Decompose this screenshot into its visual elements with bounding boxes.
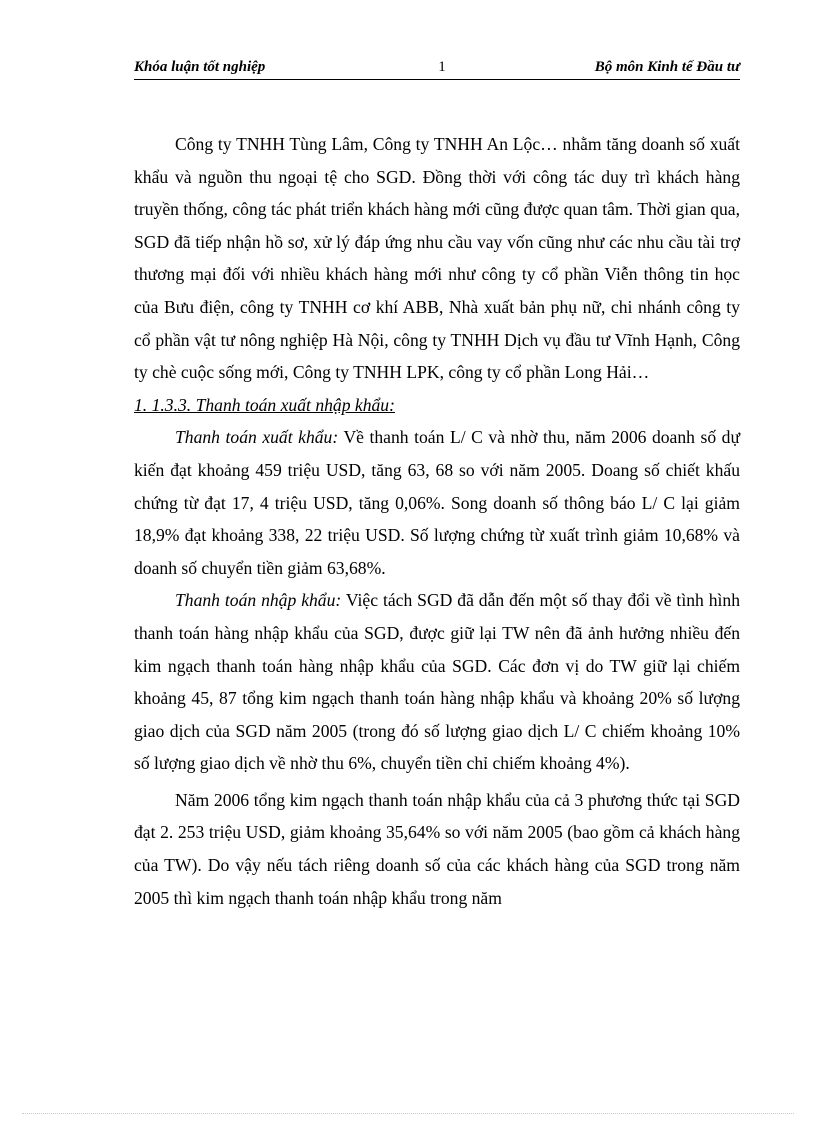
paragraph-import-payment (134, 584, 740, 780)
header-page-number: 1 (438, 59, 446, 75)
footer-divider (22, 1113, 794, 1114)
header-thesis-title: Khóa luận tốt nghiệp (134, 59, 266, 75)
export-payment-label: Thanh toán xuất khẩu: (175, 427, 339, 448)
import-payment-text: Việc tách SGD đã dẫn đến một số thay đổi về tình hình thanh toán hàng nhập khẩu của SGD, được giữ lại TW nên đã ảnh hưởng nhiều đến kim ngạch thanh toán hàng nhập khẩu của SGD. Các đơn vị do TW giữ lại chiếm khoảng 45, 87 tổng kim ngạch thanh toán hàng nhập khẩu và khoảng 20% số lượng giao dịch của SGD năm 2005 (trong đó số lượng giao dịch L/ C chiếm khoảng 10% số lượng giao dịch về nhờ thu 6%, chuyển tiền chỉ chiếm khoảng 4%). (134, 590, 740, 774)
export-payment-text: Về thanh toán L/ C và nhờ thu, năm 2006 doanh số dự kiến đạt khoảng 459 triệu USD, tăng 63, 68 so với năm 2005. Doang số chiết khấu chứng từ đạt 17, 4 triệu USD, tăng 0,06%. Song doanh số thông báo L/ C lại giảm 18,9% đạt khoảng 338, 22 triệu USD. Số lượng chứng từ xuất trình giảm 10,68% và doanh số chuyển tiền giảm 63,68%. (134, 427, 740, 578)
paragraph-import-2006: Năm 2006 tổng kim ngạch thanh toán nhập khẩu của cả 3 phương thức tại SGD đạt 2. 253 triệu USD, giảm khoảng 35,64% so với năm 2005 (bao gồm cả khách hàng của TW). Do vậy nếu tách riêng doanh số của các khách hàng của SGD trong năm 2005 thì kim ngạch thanh toán nhập khẩu trong năm (134, 789, 740, 908)
header-department: Bộ môn Kinh tế Đầu tư (594, 59, 740, 75)
import-payment-label: Thanh toán nhập khẩu: (175, 590, 342, 611)
page-header (134, 57, 740, 80)
document-body (134, 128, 740, 914)
paragraph-export-payment (134, 421, 740, 584)
paragraph-customers: Công ty TNHH Tùng Lâm, Công ty TNHH An Lộc… nhằm tăng doanh số xuất khẩu và nguồn thu ngoại tệ cho SGD. Đồng thời với công tác duy trì khách hàng truyền thống, công tác phát triển khách hàng mới cũng được quan tâm. Thời gian qua, SGD đã tiếp nhận hồ sơ, xử lý đáp ứng nhu cầu vay vốn cũng như các nhu cầu tài trợ thương mại đối với nhiều khách hàng mới như công ty cổ phần Viễn thông tin học của Bưu điện, công ty TNHH cơ khí ABB, Nhà xuất bản phụ nữ, chi nhánh công ty cổ phần vật tư nông nghiệp Hà Nội, công ty TNHH Dịch vụ đầu tư Vĩnh Hạnh, Công ty chè cuộc sống mới, Công ty TNHH LPK, công ty cổ phần Long Hải… (134, 134, 740, 383)
section-heading: 1. 1.3.3. Thanh toán xuất nhập khẩu: (134, 394, 395, 415)
